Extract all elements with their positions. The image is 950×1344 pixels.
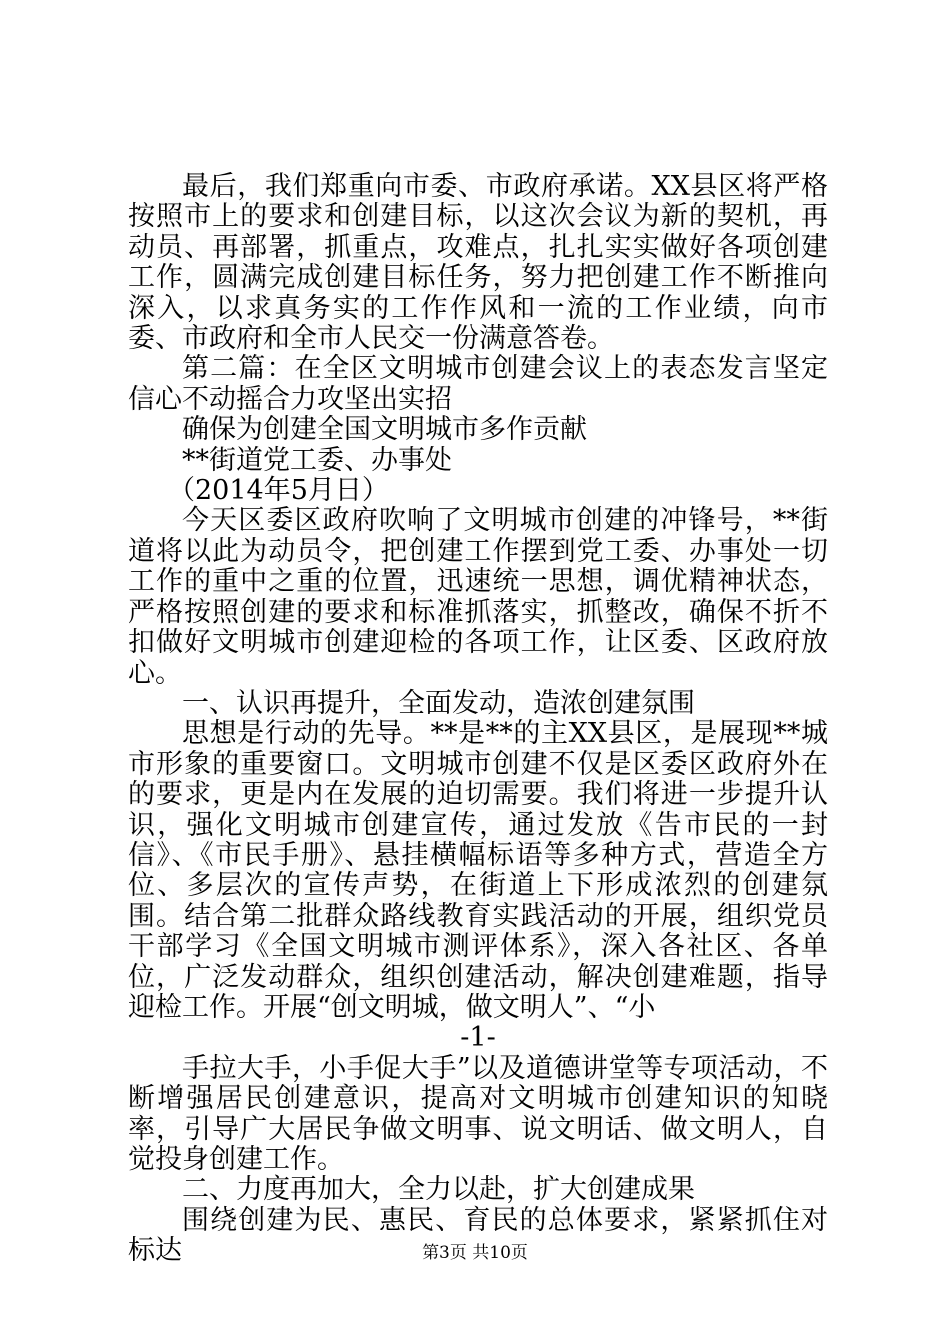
- speaker-organization: **街道党工委、办事处: [182, 444, 452, 476]
- section-1-continuation: 手拉大手，小手促大手”以及道德讲堂等专项活动，不断增强居民创建意识，提高对文明城市创建知识的知晓率，引导广大居民争做文明事、说文明话、做文明人，自觉投身创建工作。: [128, 1052, 828, 1175]
- section-2-paragraph: 围绕创建为民、惠民、育民的总体要求，紧紧抓住对标达: [128, 1204, 828, 1267]
- section-1-paragraph: 思想是行动的先导。**是**的主XX县区，是展现**城市形象的重要窗口。文明城市创建不仅是区委区政府外在的要求，更是内在发展的迫切需要。我们将进一步提升认识，强化文明城市创建宣传，通过发放《告市民的一封信》、《市民手册》、悬挂横幅标语等多种方式，营造全方位、多层次的宣传声势，在街道上下形成浓烈的创建氛围。结合第二批群众路线教育实践活动的开展，组织党员干部学习《全国文明城市测评体系》，深入各社区、各单位，广泛发动群众，组织创建活动，解决创建难题，指导迎检工作。开展“创文明城，做文明人”、“小: [128, 718, 828, 1023]
- chapter-title: 第二篇：在全区文明城市创建会议上的表态发言坚定信心不动摇合力攻坚出实招: [128, 353, 828, 415]
- document-body: [128, 172, 828, 1267]
- page-footer: 第3页 共10页: [422, 1243, 528, 1263]
- section-heading-1: 一、认识再提升，全面发动，造浓创建氛围: [182, 687, 695, 719]
- speech-date: （2014年5月日）: [168, 475, 389, 507]
- intro-paragraph: 今天区委区政府吹响了文明城市创建的冲锋号，**街道将以此为动员令，把创建工作摆到党工委、办事处一切工作的重中之重的位置，迅速统一思想，调优精神状态，严格按照创建的要求和标准抓落实，抓整改，确保不折不扣做好文明城市创建迎检的各项工作，让区委、区政府放心。: [128, 505, 828, 689]
- inner-page-number: -1-: [460, 1022, 496, 1054]
- closing-paragraph: 最后，我们郑重向市委、市政府承诺。XX县区将严格按照市上的要求和创建目标，以这次会议为新的契机，再动员、再部署，抓重点，攻难点，扎扎实实做好各项创建工作，圆满完成创建目标任务，努力把创建工作不断推向深入，以求真务实的工作作风和一流的工作业绩，向市委、市政府和全市人民交一份满意答卷。: [128, 171, 828, 355]
- chapter-subtitle: 确保为创建全国文明城市多作贡献: [182, 414, 587, 446]
- section-heading-2: 二、力度再加大，全力以赴，扩大创建成果: [182, 1174, 695, 1206]
